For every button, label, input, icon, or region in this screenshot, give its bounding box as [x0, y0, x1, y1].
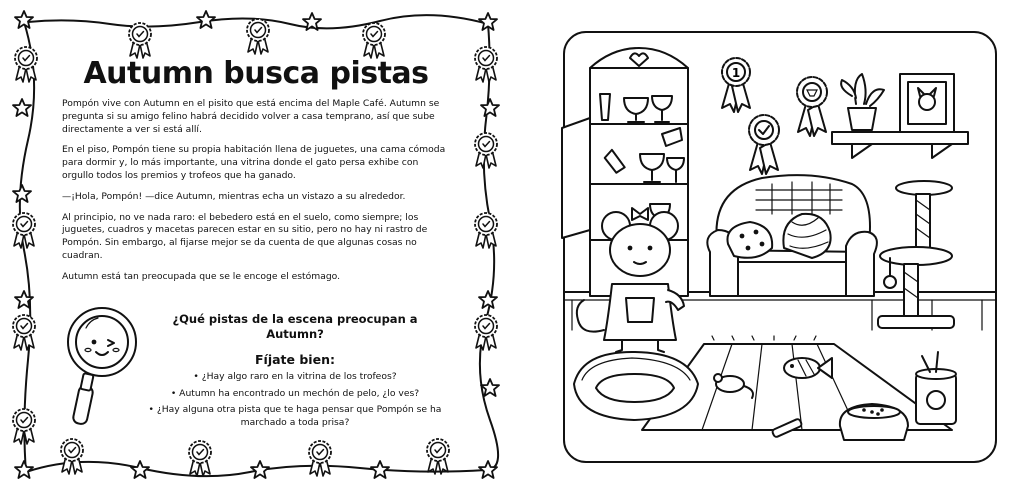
- cat-tower: [878, 181, 954, 328]
- clue-item: • ¿Hay alguna otra pista que te haga pensar que Pompón se ha marchado a toda prisa?: [148, 404, 442, 428]
- medal-number: 1: [731, 66, 741, 80]
- question-text: ¿Qué pistas de la escena preocupan a Autumn?: [172, 312, 418, 341]
- award-rosette-icon: [722, 58, 827, 174]
- toy-mouse: [714, 374, 753, 398]
- food-bowl: [840, 404, 908, 440]
- right-page: [512, 0, 1024, 488]
- pen: [772, 418, 803, 438]
- clue-item: • Autumn ha encontrado un mechón de pelo, ¿lo ves?: [170, 387, 420, 399]
- story-paragraph: Autumn está tan preocupada que se le encoge el estómago.: [62, 270, 341, 282]
- magnifying-glass-icon: [60, 300, 150, 430]
- story-paragraph: En el piso, Pompón tiene su propia habitación llena de juguetes, una cama cómoda para dormir y, lo más importante, una vitrina donde el gato persa exhibe con orgullo todos los premios y trofeos que ha ganado.: [62, 144, 446, 181]
- clue-item: • ¿Hay algo raro en la vitrina de los trofeos?: [193, 371, 397, 382]
- treat-can: [916, 352, 956, 424]
- cat-mat: [574, 352, 698, 420]
- armchair: [707, 175, 877, 296]
- story-paragraph: —¡Hola, Pompón! —dice Autumn, mientras echa un vistazo a su alrededor.: [62, 190, 406, 202]
- question-block: [145, 312, 445, 429]
- hint-title: Fíjate bien:: [255, 352, 335, 367]
- story-paragraph: Al principio, no ve nada raro: el bebedero está en el suelo, como siempre; los juguetes, cuadros y macetas parecen estar en su sitio, pero no hay ni rastro de Pompón. Sin embargo, al fijarse mejor se da cuenta de que algunas cosas no cuadran.: [62, 211, 428, 261]
- story-text: [62, 98, 450, 292]
- story-paragraph: Pompón vive con Autumn en el pisito que está encima del Maple Café. Autumn se pregunta si su amigo felino habrá decidido volver a casa temprano, así que sube directamente a ver si está allí.: [62, 98, 440, 135]
- wall-shelf: [832, 74, 968, 158]
- page-title: Autumn busca pistas: [83, 56, 429, 91]
- scene-illustration: [512, 0, 1024, 488]
